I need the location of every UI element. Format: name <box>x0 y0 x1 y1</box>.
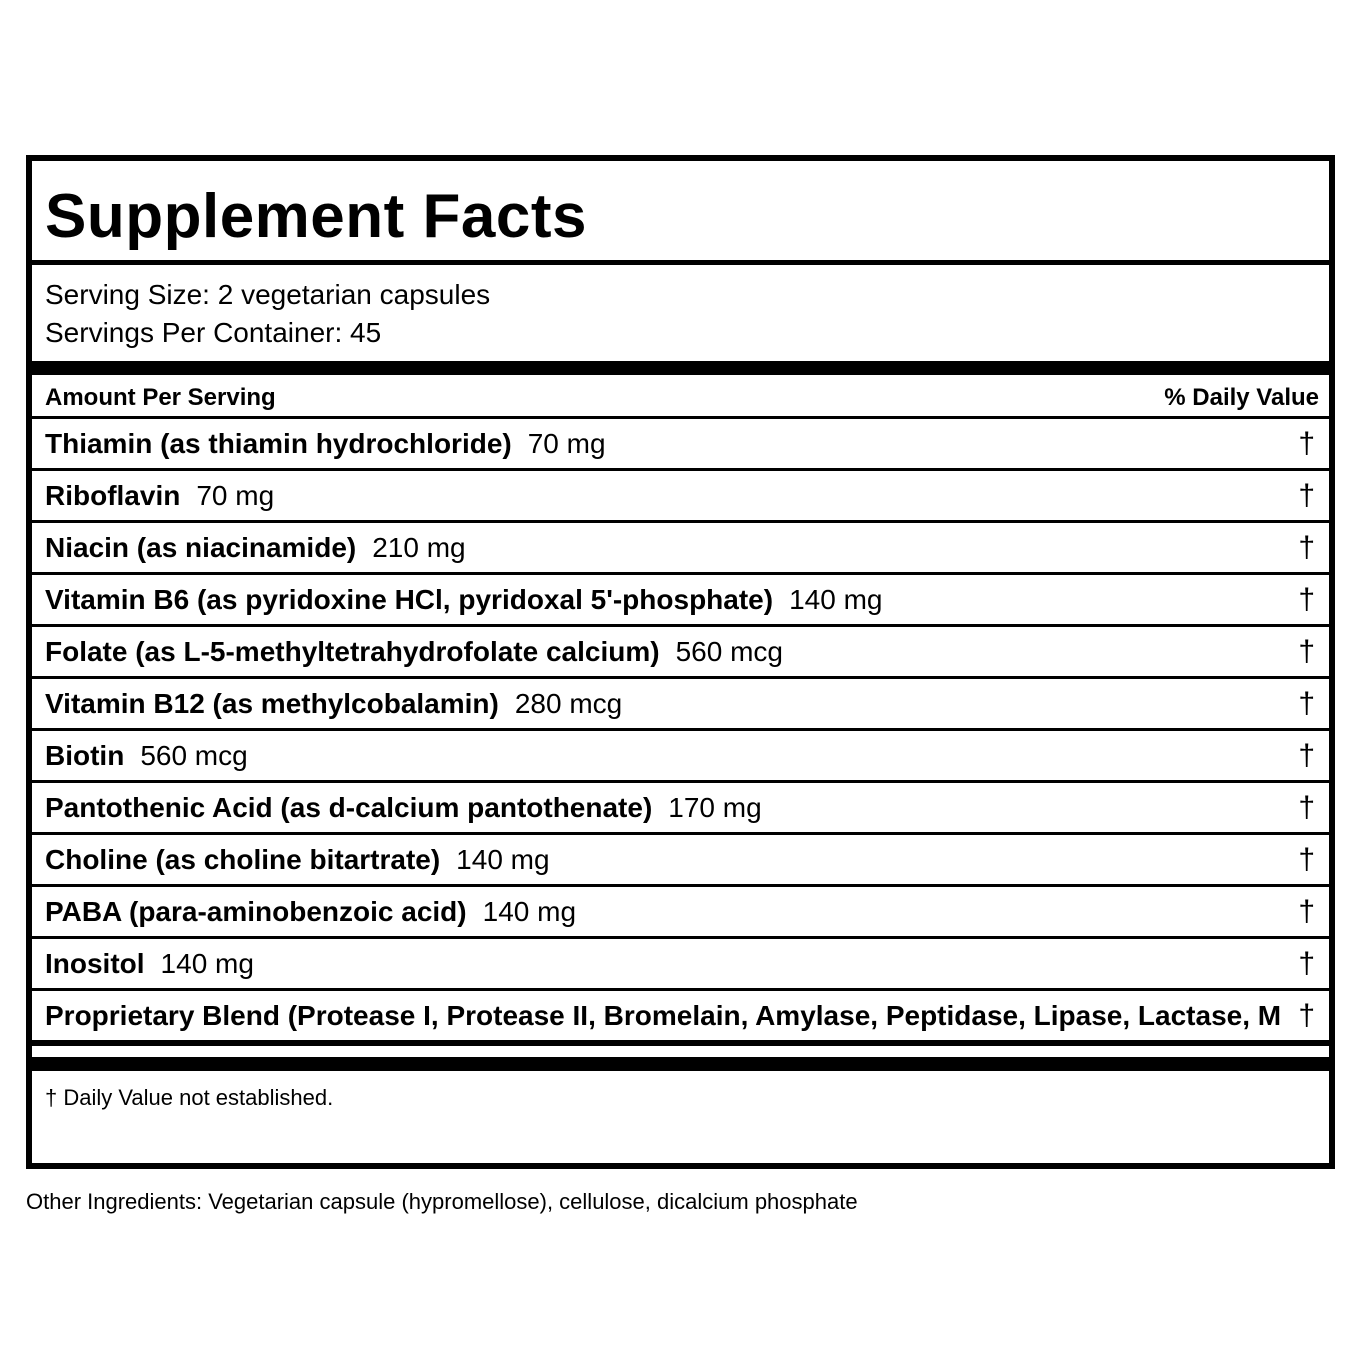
nutrient-row <box>32 991 1329 1043</box>
nutrient-name <box>45 844 550 876</box>
nutrient-name <box>45 584 882 616</box>
nutrient-amount: 560 mcg <box>675 636 783 667</box>
daily-value-symbol: † <box>1298 583 1315 616</box>
daily-value-symbol: † <box>1298 791 1315 824</box>
nutrient-name-text: Vitamin B12 (as methylcobalamin) <box>45 688 499 719</box>
nutrient-name-text: Proprietary Blend (Protease I, Protease II, Bromelain, Amylase, Peptidase, Lipase, Lactase, M <box>45 1000 1282 1031</box>
nutrient-name-text: Inositol <box>45 948 145 979</box>
supplement-facts-panel <box>26 155 1335 1169</box>
divider-bar-bottom <box>32 1057 1329 1071</box>
nutrient-row <box>32 419 1329 471</box>
nutrient-name <box>45 1000 1281 1032</box>
daily-value-symbol: † <box>1298 427 1315 460</box>
amount-per-serving-header: Amount Per Serving <box>45 384 276 411</box>
nutrient-amount: 280 mcg <box>514 688 623 719</box>
serving-size: Serving Size: 2 vegetarian capsules <box>45 279 491 310</box>
daily-value-symbol: † <box>1298 947 1315 980</box>
nutrient-name-text: Thiamin (as thiamin hydrochloride) <box>45 428 512 459</box>
nutrient-row <box>32 835 1329 887</box>
nutrient-amount: 70 mg <box>196 480 275 511</box>
daily-value-symbol: † <box>1298 843 1315 876</box>
nutrient-name-text: Biotin <box>45 740 125 771</box>
nutrient-amount: 170 mg <box>668 792 762 823</box>
nutrient-amount: 140 mg <box>160 948 254 979</box>
servings-per-container: Servings Per Container: 45 <box>45 317 382 348</box>
nutrient-row <box>32 679 1329 731</box>
daily-value-header: % Daily Value <box>1164 384 1319 411</box>
nutrient-row <box>32 939 1329 991</box>
daily-value-symbol: † <box>1298 739 1315 772</box>
nutrient-row <box>32 887 1329 939</box>
label-title: Supplement Facts <box>45 182 587 251</box>
nutrient-rows <box>32 419 1329 1043</box>
nutrient-amount: 70 mg <box>527 428 606 459</box>
daily-value-symbol: † <box>1298 999 1315 1032</box>
divider-line <box>32 1043 1329 1046</box>
nutrient-name <box>45 428 606 460</box>
nutrient-name <box>45 688 622 720</box>
nutrient-name <box>45 792 762 824</box>
nutrient-name <box>45 740 248 772</box>
nutrient-name-text: Folate (as L-5-methyltetrahydrofolate calcium) <box>45 636 660 667</box>
nutrient-row <box>32 575 1329 627</box>
daily-value-footnote: † Daily Value not established. <box>45 1085 334 1110</box>
nutrient-amount: 560 mcg <box>140 740 248 771</box>
nutrient-name <box>45 636 783 668</box>
daily-value-symbol: † <box>1298 895 1315 928</box>
daily-value-symbol: † <box>1298 687 1315 720</box>
nutrient-name <box>45 896 576 928</box>
nutrient-name-text: PABA (para-aminobenzoic acid) <box>45 896 467 927</box>
nutrient-name <box>45 480 274 512</box>
nutrient-row <box>32 783 1329 835</box>
serving-info <box>45 276 490 352</box>
nutrient-amount: 140 mg <box>482 896 577 927</box>
daily-value-symbol: † <box>1298 531 1315 564</box>
other-ingredients: Other Ingredients: Vegetarian capsule (hypromellose), cellulose, dicalcium phosphate <box>26 1189 858 1214</box>
daily-value-symbol: † <box>1298 635 1315 668</box>
nutrient-row <box>32 471 1329 523</box>
nutrient-name-text: Vitamin B6 (as pyridoxine HCl, pyridoxal 5'-phosphate) <box>45 584 774 615</box>
divider-bar-top <box>32 361 1329 375</box>
daily-value-symbol: † <box>1298 479 1315 512</box>
nutrient-name-text: Pantothenic Acid (as d-calcium pantothenate) <box>45 792 653 823</box>
nutrient-amount: 210 mg <box>372 532 466 563</box>
nutrient-name-text: Riboflavin <box>45 480 181 511</box>
nutrient-name <box>45 948 254 980</box>
column-header-row <box>32 375 1329 419</box>
nutrient-amount: 140 mg <box>789 584 883 615</box>
nutrient-name <box>45 532 466 564</box>
title-area <box>32 161 1329 265</box>
nutrient-name-text: Niacin (as niacinamide) <box>45 532 357 563</box>
nutrient-row <box>32 731 1329 783</box>
nutrient-row <box>32 523 1329 575</box>
nutrient-amount: 140 mg <box>456 844 550 875</box>
nutrient-name-text: Choline (as choline bitartrate) <box>45 844 441 875</box>
nutrient-row <box>32 627 1329 679</box>
